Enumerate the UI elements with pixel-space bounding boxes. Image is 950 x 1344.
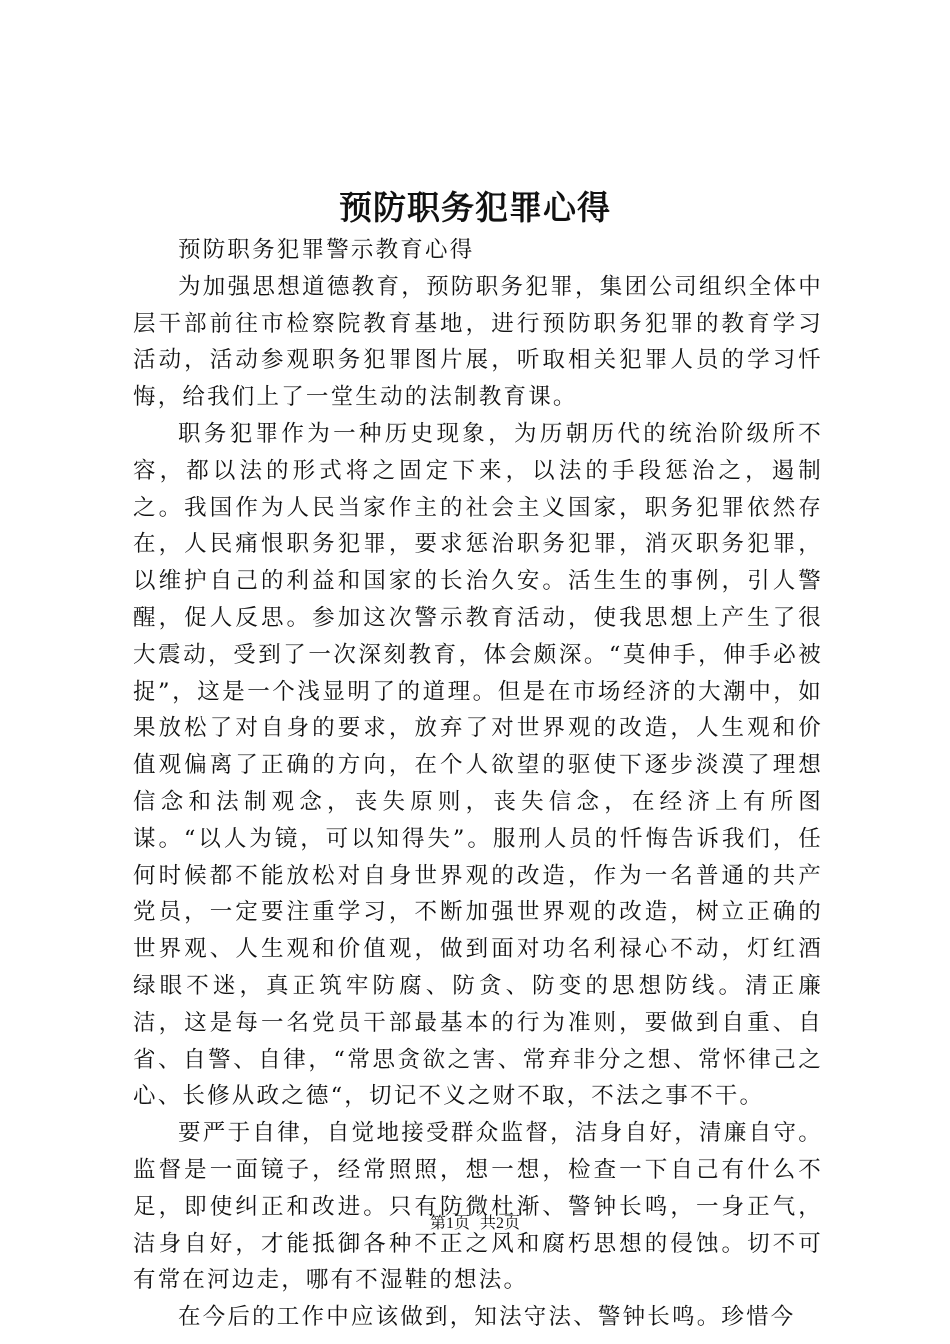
paragraph-3: 要严于自律，自觉地接受群众监督，洁身自好，清廉自守。监督是一面镜子，经常照照，想一想，检查一下自己有什么不足，即使纠正和改进。只有防微杜渐、警钟长鸣，一身正气，洁身自好，才能抵御各种不正之风和腐朽思想的侵蚀。切不可有常在河边走，哪有不湿鞋的想法。 [133, 1120, 823, 1294]
paragraph-2: 职务犯罪作为一种历史现象，为历朝历代的统治阶级所不容，都以法的形式将之固定下来，以法的手段惩治之，遏制之。我国作为人民当家作主的社会主义国家，职务犯罪依然存在，人民痛恨职务犯罪，要求惩治职务犯罪，消灭职务犯罪，以维护自己的利益和国家的长治久安。活生生的事例，引人警醒，促人反思。参加这次警示教育活动，使我思想上产生了很大震动，受到了一次深刻教育，体会颇深。“莫伸手，伸手必被捉”，这是一个浅显明了的道理。但是在市场经济的大潮中，如果放松了对自身的要求，放弃了对世界观的改造，人生观和价值观偏离了正确的方向，在个人欲望的驱使下逐步淡漠了理想信念和法制观念，丧失原则，丧失信念，在经济上有所图谋。“以人为镜，可以知得失”。服刑人员的忏悔告诉我们，任何时候都不能放松对自身世界观的改造，作为一名普通的共产党员，一定要注重学习，不断加强世界观的改造，树立正确的世界观、人生观和价值观，做到面对功名利禄心不动，灯红酒绿眼不迷，真正筑牢防腐、防贪、防变的思想防线。清正廉洁，这是每一名党员干部最基本的行为准则，要做到自重、自省、自警、自律，“常思贪欲之害、常弃非分之想、常怀律己之心、长修从政之德“，切记不义之财不取，不法之事不干。 [133, 420, 823, 1110]
page-title: 预防职务犯罪心得 [339, 188, 611, 227]
page-footer [0, 1212, 950, 1236]
paragraph-4: 在今后的工作中应该做到，知法守法、警钟长鸣。珍惜今 [178, 1304, 796, 1331]
page-number: 第1页 [429, 1215, 470, 1232]
page-total: 共2页 [480, 1215, 521, 1232]
paragraph-1: 为加强思想道德教育，预防职务犯罪，集团公司组织全体中层干部前往市检察院教育基地，进行预防职务犯罪的教育学习活动，活动参观职务犯罪图片展，听取相关犯罪人员的学习忏悔，给我们上了一堂生动的法制教育课。 [133, 273, 823, 411]
document-subtitle: 预防职务犯罪警示教育心得 [178, 237, 475, 263]
document-body [133, 232, 823, 1336]
